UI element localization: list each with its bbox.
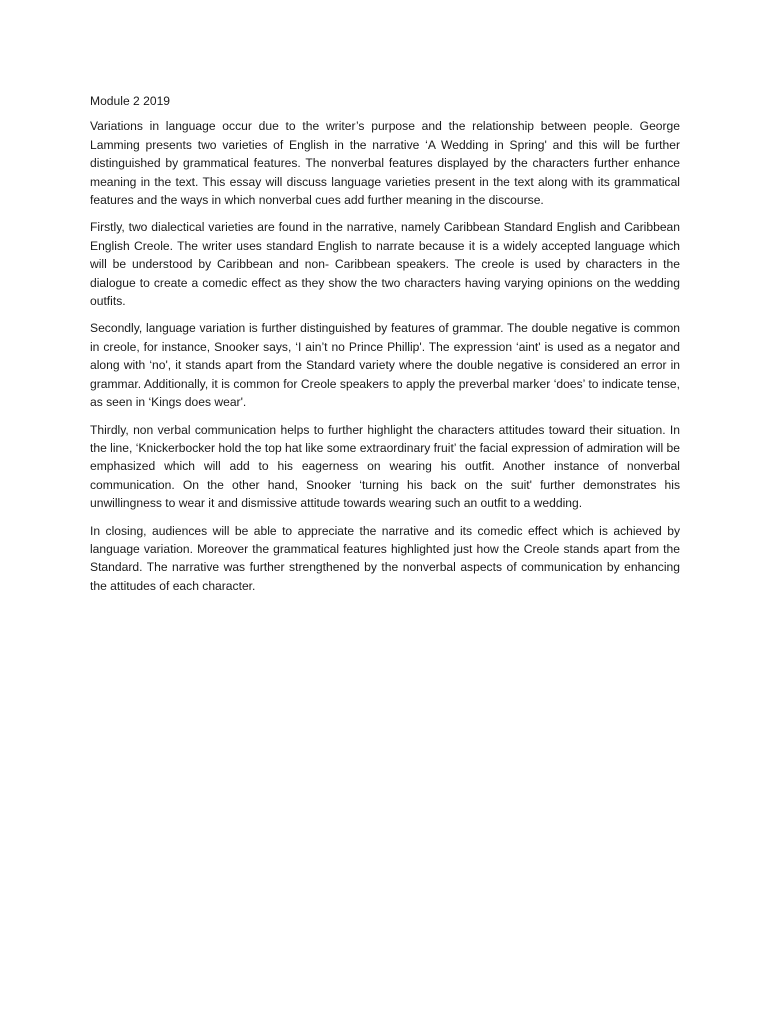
document-page xyxy=(90,92,680,604)
paragraph-secondly: Secondly, language variation is further distinguished by features of grammar. The double negative is common in creole, for instance, Snooker says, ‘I ain’t no Prince Phillip'. The expression ‘aint' is used as a negator and along with ‘no', it stands apart from the Standard variety where the double negative is considered an error in grammar. Additionally, it is common for Creole speakers to apply the preverbal marker ‘does’ to indicate tense, as seen in ‘Kings does wear'. xyxy=(90,321,680,410)
paragraph-conclusion: In closing, audiences will be able to appreciate the narrative and its comedic effect which is achieved by language variation. Moreover the grammatical features highlighted just how the Creole stands apart from the Standard. The narrative was further strengthened by the nonverbal aspects of communication by enhancing the attitudes of each character. xyxy=(90,523,680,593)
paragraph-thirdly: Thirdly, non verbal communication helps to further highlight the characters attitudes toward their situation. In the line, ‘Knickerbocker hold the top hat like some extraordinary fruit’ the facial expression of admiration will be emphasized which will add to his eagerness on wearing his outfit. Another instance of nonverbal communication. On the other hand, Snooker ‘turning his back on the suit' further demonstrates his unwillingness to wear it and dismissive attitude towards wearing such an outfit to a wedding. xyxy=(90,422,680,511)
paragraph-introduction: Variations in language occur due to the writer’s purpose and the relationship between people. George Lamming presents two varieties of English in the narrative ‘A Wedding in Spring' and this will be further distinguished by grammatical features. The nonverbal features displayed by the characters further enhance meaning in the text. This essay will discuss language varieties present in the text along with its grammatical features and the ways in which nonverbal cues add further meaning in the discourse. xyxy=(90,119,680,208)
paragraph-firstly: Firstly, two dialectical varieties are found in the narrative, namely Caribbean Standard English and Caribbean English Creole. The writer uses standard English to narrate because it is a widely accepted language which will be understood by Caribbean and non- Caribbean speakers. The creole is used by characters in the dialogue to create a comedic effect as they show the two characters having varying opinions on the wedding outfits. xyxy=(90,220,680,309)
document-title: Module 2 2019 xyxy=(90,94,171,108)
